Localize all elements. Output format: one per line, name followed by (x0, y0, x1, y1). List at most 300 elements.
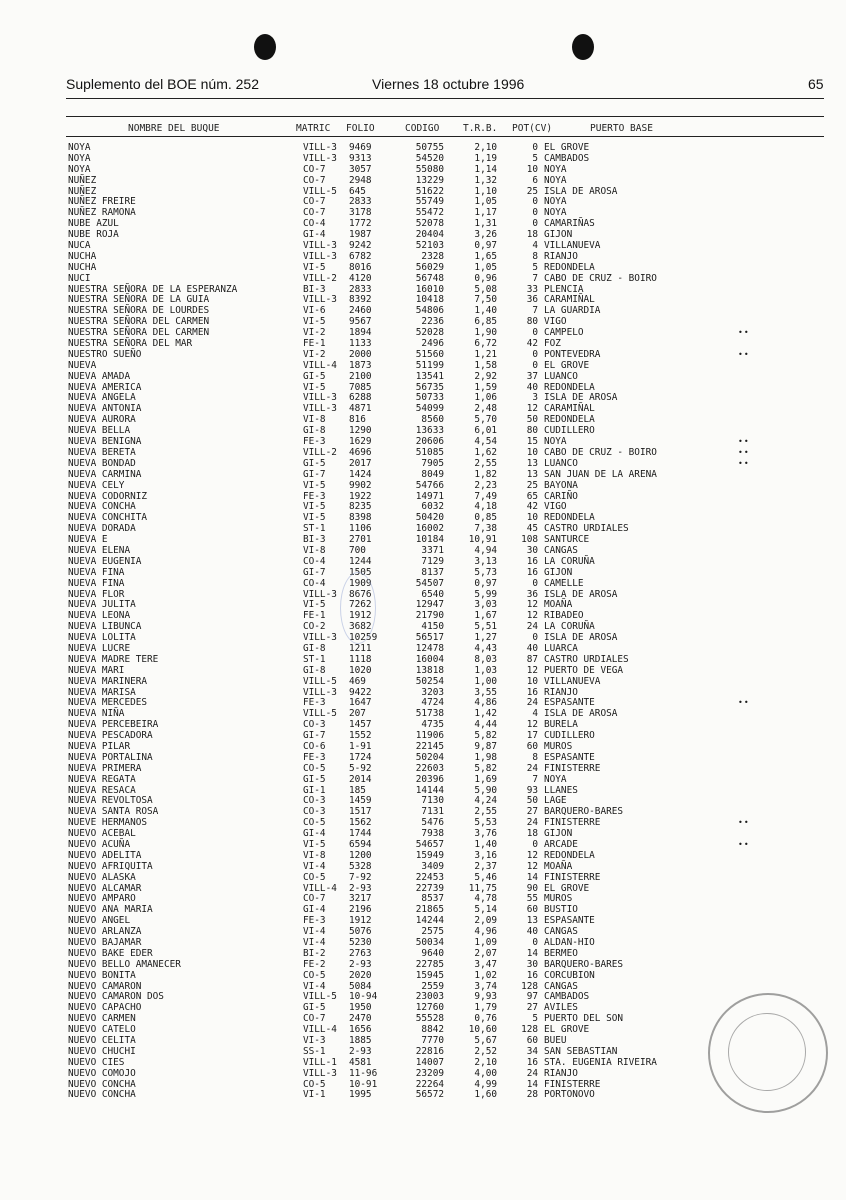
vessel-name: NUEVO CONCHA (68, 1089, 136, 1101)
vessel-folio: 2000 (349, 348, 372, 360)
vessel-trb: 3,47 (474, 958, 497, 970)
vessel-puerto: GIJON (544, 828, 573, 840)
vessel-name: NUEVA REGATA (68, 773, 136, 785)
vessel-trb: 1,27 (474, 632, 497, 644)
vessel-trb: 4,96 (474, 926, 497, 938)
vessel-puerto: NOYA (544, 196, 567, 208)
vessel-folio: 9902 (349, 479, 372, 491)
vessel-codigo: 20404 (415, 229, 444, 241)
vessel-trb: 1,65 (474, 250, 497, 262)
vessel-matric: FE-3 (303, 915, 326, 927)
vessel-folio: 1-91 (349, 740, 372, 752)
vessel-folio: 1020 (349, 664, 372, 676)
vessel-name: NUESTRA SEÑORA DE LA GUIA (68, 294, 210, 306)
vessel-puerto: REDONDELA (544, 381, 595, 393)
vessel-pot: 90 (526, 882, 538, 894)
vessel-pot: 12 (526, 610, 538, 622)
table-row (68, 590, 828, 601)
vessel-puerto: PLENCIA (544, 283, 584, 295)
vessel-folio: 3178 (349, 207, 372, 219)
vessel-folio: 1894 (349, 327, 372, 339)
vessel-folio: 9242 (349, 240, 372, 252)
vessel-puerto: GIJON (544, 566, 573, 578)
table-row (68, 415, 828, 426)
vessel-pot: 16 (526, 969, 538, 981)
vessel-name: NUEVA MARINERA (68, 675, 148, 687)
vessel-matric: GI-7 (303, 468, 326, 480)
table-row (68, 176, 828, 187)
vessel-pot: 0 (532, 839, 538, 850)
vessel-matric: VILL-3 (303, 240, 337, 252)
vessel-folio: 2763 (349, 947, 372, 959)
vessel-pot: 0 (532, 218, 538, 230)
vessel-folio: 11-96 (349, 1067, 378, 1079)
vessel-folio: 1647 (349, 697, 372, 709)
vessel-trb: 5,99 (474, 588, 497, 600)
vessel-name: NUEVA PILAR (68, 740, 131, 752)
table-row (68, 938, 828, 949)
vessel-matric: VI-5 (303, 381, 326, 393)
vessel-matric: GI-5 (303, 1002, 326, 1014)
vessel-name: NUEVA ANTONIA (68, 403, 142, 415)
vessel-codigo: 9640 (421, 947, 444, 959)
vessel-matric: FE-3 (303, 436, 326, 448)
vessel-puerto: BERMEO (544, 947, 578, 959)
vessel-name: NUEVO BONITA (68, 969, 136, 981)
vessel-matric: GI-7 (303, 566, 326, 578)
table-row (68, 1003, 828, 1014)
vessel-trb: 4,78 (474, 893, 497, 905)
vessel-trb: 1,05 (474, 261, 497, 273)
vessel-puerto: NOYA (544, 174, 567, 186)
vessel-codigo: 51560 (415, 348, 444, 360)
vessel-trb: 1,79 (474, 1002, 497, 1014)
vessel-puerto: EL GROVE (544, 1024, 590, 1036)
vessel-matric: VILL-3 (303, 1067, 337, 1079)
vessel-pot: 40 (526, 381, 538, 393)
vessel-name: NUEVA LEONA (68, 610, 131, 622)
vessel-trb: 5,14 (474, 904, 497, 916)
vessel-name: NUESTRA SEÑORA DE LA ESPERANZA (68, 283, 238, 295)
vessel-codigo: 8049 (421, 468, 444, 480)
vessel-codigo: 51199 (415, 359, 444, 371)
vessel-matric: GI-4 (303, 828, 326, 840)
table-row (68, 263, 828, 274)
vessel-trb: 1,14 (474, 163, 497, 175)
vessel-puerto: REDONDELA (544, 414, 595, 426)
vessel-folio: 2701 (349, 534, 372, 546)
vessel-pot: 13 (526, 468, 538, 480)
vessel-folio: 5076 (349, 926, 372, 938)
vessel-codigo: 2559 (421, 980, 444, 992)
vessel-pot: 16 (526, 555, 538, 567)
vessel-codigo: 16004 (415, 653, 444, 665)
vessel-matric: GI-8 (303, 425, 326, 437)
vessel-puerto: CAMBADOS (544, 991, 590, 1003)
vessel-puerto: VILLANUEVA (544, 240, 601, 252)
vessel-trb: 1,06 (474, 392, 497, 404)
vessel-folio: 3217 (349, 893, 372, 905)
vessel-folio: 1211 (349, 642, 372, 654)
vessel-name: NUEVO CAMARON (68, 980, 142, 992)
vessel-pot: 0 (532, 327, 538, 339)
vessel-puerto: REDONDELA (544, 512, 595, 524)
vessel-folio: 1873 (349, 359, 372, 371)
vessel-name: NUEVO AFRIQUITA (68, 860, 153, 872)
vessel-puerto: MUROS (544, 740, 573, 752)
vessel-matric: VILL-4 (303, 359, 337, 371)
table-row (68, 1080, 828, 1091)
vessel-codigo: 2496 (421, 338, 444, 350)
table-row (68, 807, 828, 818)
vessel-name: NUEVO CONCHA (68, 1078, 136, 1090)
vessel-pot: 50 (526, 795, 538, 807)
vessel-matric: GI-8 (303, 642, 326, 654)
vessel-matric: CO-7 (303, 196, 326, 208)
vessel-name: NUCA (68, 240, 91, 252)
vessel-puerto: RIANJO (544, 250, 578, 262)
vessel-folio: 1922 (349, 490, 372, 502)
table-row (68, 437, 828, 448)
table-row (68, 372, 828, 383)
vessel-trb: 2,07 (474, 947, 497, 959)
vessel-folio: 8016 (349, 261, 372, 273)
vessel-matric: VI-4 (303, 937, 326, 949)
table-row (68, 818, 828, 829)
vessel-name: NUEVA MERCEDES (68, 697, 148, 709)
vessel-mark: •• (738, 698, 750, 708)
vessel-matric: CO-5 (303, 871, 326, 883)
table-row (68, 753, 828, 764)
vessel-pot: 65 (526, 490, 538, 502)
official-seal-stamp (708, 993, 828, 1113)
vessel-codigo: 16002 (415, 523, 444, 535)
vessel-pot: 0 (532, 632, 538, 644)
vessel-name: NUEVA JULITA (68, 599, 136, 611)
vessel-matric: CO-6 (303, 740, 326, 752)
vessel-puerto: CAMPELO (544, 327, 584, 339)
vessel-trb: 3,76 (474, 828, 497, 840)
vessel-pot: 18 (526, 828, 538, 840)
vessel-puerto: LLANES (544, 784, 578, 796)
vessel-pot: 18 (526, 229, 538, 241)
vessel-puerto: CASTRO URDIALES (544, 523, 629, 535)
vessel-puerto: SAN SEBASTIAN (544, 1045, 618, 1057)
vessel-codigo: 55528 (415, 1013, 444, 1025)
vessel-pot: 34 (526, 1045, 538, 1057)
vessel-puerto: MUROS (544, 893, 573, 905)
vessel-folio: 2196 (349, 904, 372, 916)
vessel-puerto: CUDILLERO (544, 425, 595, 437)
vessel-codigo: 52028 (415, 327, 444, 339)
vessel-pot: 15 (526, 436, 538, 448)
vessel-pot: 7 (532, 305, 538, 317)
table-row (68, 187, 828, 198)
vessel-pot: 24 (526, 621, 538, 633)
col-nombre: NOMBRE DEL BUQUE (128, 123, 220, 134)
vessel-puerto: ISLA DE AROSA (544, 392, 618, 404)
vessel-trb: 4,86 (474, 697, 497, 709)
vessel-trb: 3,13 (474, 555, 497, 567)
vessel-name: NUEVO ALASKA (68, 871, 136, 883)
vessel-trb: 1,32 (474, 174, 497, 186)
vessel-name: NUEVA PRIMERA (68, 762, 142, 774)
vessel-pot: 40 (526, 642, 538, 654)
vessel-matric: CO-7 (303, 893, 326, 905)
vessel-puerto: CUDILLERO (544, 730, 595, 742)
vessel-folio: 1106 (349, 523, 372, 535)
vessel-folio: 1656 (349, 1024, 372, 1036)
vessel-pot: 17 (526, 730, 538, 742)
vessel-folio: 2-93 (349, 1045, 372, 1057)
table-row (68, 742, 828, 753)
table-row (68, 688, 828, 699)
vessel-name: NUEVO CAMARON DOS (68, 991, 164, 1003)
vessel-folio: 1995 (349, 1089, 372, 1101)
vessel-puerto: CARIÑO (544, 490, 578, 502)
vessel-name: NUEVA E (68, 534, 108, 546)
vessel-codigo: 22264 (415, 1078, 444, 1090)
vessel-folio: 1912 (349, 915, 372, 927)
vessel-name: NUÑEZ FREIRE (68, 196, 136, 208)
vessel-puerto: BUSTIO (544, 904, 578, 916)
vessel-folio: 2460 (349, 305, 372, 317)
vessel-matric: CO-5 (303, 1078, 326, 1090)
vessel-name: NUEVA BENIGNA (68, 436, 142, 448)
vessel-codigo: 10418 (415, 294, 444, 306)
vessel-name: NUEVO BAKE EDER (68, 947, 153, 959)
vessel-pot: 108 (521, 534, 538, 546)
vessel-matric: CO-3 (303, 806, 326, 818)
vessel-pot: 27 (526, 1002, 538, 1014)
vessel-codigo: 6032 (421, 501, 444, 513)
vessel-matric: CO-5 (303, 762, 326, 774)
vessel-trb: 2,10 (474, 1056, 497, 1068)
vessel-codigo: 7938 (421, 828, 444, 840)
table-row (68, 851, 828, 862)
vessel-folio: 10-94 (349, 991, 378, 1003)
vessel-folio: 4120 (349, 272, 372, 284)
vessel-matric: VI-5 (303, 839, 326, 850)
vessel-pot: 24 (526, 1067, 538, 1079)
vessel-codigo: 7905 (421, 457, 444, 469)
vessel-codigo: 22603 (415, 762, 444, 774)
vessel-folio: 5-92 (349, 762, 372, 774)
vessel-pot: 6 (532, 174, 538, 186)
vessel-pot: 60 (526, 740, 538, 752)
vessel-puerto: CAMARIÑAS (544, 218, 595, 230)
vessel-pot: 80 (526, 316, 538, 328)
table-row (68, 557, 828, 568)
vessel-name: NUEVA LIBUNCA (68, 621, 142, 633)
vessel-trb: 0,85 (474, 512, 497, 524)
vessel-name: NUÑEZ RAMONA (68, 207, 136, 219)
vessel-codigo: 10184 (415, 534, 444, 546)
vessel-pot: 36 (526, 294, 538, 306)
vessel-folio: 7085 (349, 381, 372, 393)
vessel-name: NUEVA PORTALINA (68, 751, 153, 763)
vessel-codigo: 3203 (421, 686, 444, 698)
vessel-pot: 25 (526, 185, 538, 197)
vessel-folio: 1629 (349, 436, 372, 448)
table-row (68, 448, 828, 459)
vessel-matric: VI-5 (303, 501, 326, 513)
vessel-pot: 60 (526, 1035, 538, 1047)
header-date: Viernes 18 octubre 1996 (372, 76, 525, 92)
vessel-trb: 5,46 (474, 871, 497, 883)
vessel-folio: 1133 (349, 338, 372, 350)
vessel-name: NUEVA EUGENIA (68, 555, 142, 567)
vessel-trb: 1,19 (474, 152, 497, 164)
vessel-name: NOYA (68, 142, 91, 153)
table-row (68, 992, 828, 1003)
vessel-matric: VI-4 (303, 980, 326, 992)
vessel-folio: 1909 (349, 577, 372, 589)
vessel-folio: 1950 (349, 1002, 372, 1014)
vessel-trb: 1,09 (474, 937, 497, 949)
vessel-folio: 2100 (349, 370, 372, 382)
vessel-codigo: 23209 (415, 1067, 444, 1079)
table-row (68, 709, 828, 720)
vessel-trb: 4,00 (474, 1067, 497, 1079)
vessel-pot: 14 (526, 947, 538, 959)
vessel-matric: VI-5 (303, 512, 326, 524)
table-row (68, 546, 828, 557)
vessel-pot: 24 (526, 762, 538, 774)
vessel-trb: 11,75 (468, 882, 497, 894)
vessel-codigo: 3409 (421, 860, 444, 872)
table-top-rule (66, 116, 824, 117)
vessel-trb: 2,09 (474, 915, 497, 927)
vessel-name: NUEVA ANGELA (68, 392, 136, 404)
vessel-matric: GI-5 (303, 773, 326, 785)
vessel-puerto: CABO DE CRUZ - BOIRO (544, 272, 657, 284)
vessel-puerto: LA GUARDIA (544, 305, 601, 317)
vessel-codigo: 4735 (421, 719, 444, 731)
vessel-matric: CO-4 (303, 555, 326, 567)
vessel-folio: 9469 (349, 142, 372, 153)
vessel-name: NUEVA NIÑA (68, 708, 125, 720)
vessel-pot: 16 (526, 566, 538, 578)
vessel-codigo: 21790 (415, 610, 444, 622)
vessel-pot: 8 (532, 751, 538, 763)
vessel-trb: 0,96 (474, 272, 497, 284)
vessel-codigo: 2328 (421, 250, 444, 262)
vessel-pot: 128 (521, 1024, 538, 1036)
vessel-matric: FE-3 (303, 751, 326, 763)
vessel-matric: VILL-4 (303, 882, 337, 894)
vessel-matric: VILL-3 (303, 294, 337, 306)
vessel-codigo: 51085 (415, 446, 444, 458)
vessel-trb: 4,44 (474, 719, 497, 731)
vessel-puerto: RIANJO (544, 686, 578, 698)
vessel-pot: 0 (532, 937, 538, 949)
vessel-pot: 12 (526, 860, 538, 872)
vessel-pot: 27 (526, 806, 538, 818)
table-row (68, 361, 828, 372)
vessel-codigo: 14144 (415, 784, 444, 796)
vessel-codigo: 55472 (415, 207, 444, 219)
vessel-folio: 4581 (349, 1056, 372, 1068)
vessel-name: NUEVO AMPARO (68, 893, 136, 905)
vessel-pot: 3 (532, 392, 538, 404)
vessel-puerto: STA. EUGENIA RIVEIRA (544, 1056, 657, 1068)
vessel-codigo: 7130 (421, 795, 444, 807)
vessel-matric: FE-1 (303, 338, 326, 350)
vessel-folio: 816 (349, 414, 366, 426)
vessel-trb: 0,97 (474, 240, 497, 252)
vessel-matric: VI-5 (303, 316, 326, 328)
vessel-name: NUEVO CELITA (68, 1035, 136, 1047)
vessel-puerto: LUANCO (544, 457, 578, 469)
vessel-trb: 0,76 (474, 1013, 497, 1025)
vessel-trb: 2,48 (474, 403, 497, 415)
vessel-puerto: PORTONOVO (544, 1089, 595, 1101)
vessel-puerto: FINISTERRE (544, 1078, 601, 1090)
vessel-mark: •• (738, 349, 750, 359)
vessel-codigo: 13229 (415, 174, 444, 186)
vessel-codigo: 8560 (421, 414, 444, 426)
table-row (68, 350, 828, 361)
vessel-matric: SS-1 (303, 1045, 326, 1057)
vessel-pot: 13 (526, 915, 538, 927)
vessel-puerto: CABO DE CRUZ - BOIRO (544, 446, 657, 458)
vessel-folio: 6594 (349, 839, 372, 850)
vessel-matric: VILL-5 (303, 991, 337, 1003)
vessel-trb: 10,91 (468, 534, 497, 546)
table-row (68, 666, 828, 677)
vessel-name: NOYA (68, 163, 91, 175)
vessel-name: NUEVA CARMINA (68, 468, 142, 480)
vessel-trb: 1,90 (474, 327, 497, 339)
col-codigo: CODIGO (405, 123, 440, 134)
vessel-trb: 1,40 (474, 305, 497, 317)
vessel-puerto: BAYONA (544, 479, 578, 491)
vessel-pot: 0 (532, 207, 538, 219)
vessel-name: NUBE ROJA (68, 229, 119, 241)
vessel-pot: 93 (526, 784, 538, 796)
vessel-folio: 1424 (349, 468, 372, 480)
vessel-pot: 0 (532, 577, 538, 589)
vessel-trb: 3,74 (474, 980, 497, 992)
vessel-name: NUEVO CATELO (68, 1024, 136, 1036)
vessel-name: NUEVA SANTA ROSA (68, 806, 159, 818)
vessel-matric: CO-5 (303, 969, 326, 981)
vessel-name: NUEVA CONCHA (68, 501, 136, 513)
vessel-matric: VI-5 (303, 479, 326, 491)
vessel-puerto: FINISTERRE (544, 817, 601, 829)
vessel-pot: 10 (526, 675, 538, 687)
punch-hole (254, 34, 276, 60)
vessel-matric: GI-1 (303, 784, 326, 796)
vessel-table (68, 143, 828, 1101)
vessel-name: NUEVO CAPACHO (68, 1002, 142, 1014)
vessel-matric: VI-4 (303, 926, 326, 938)
table-row (68, 143, 828, 154)
vessel-codigo: 50254 (415, 675, 444, 687)
vessel-codigo: 22739 (415, 882, 444, 894)
table-row (68, 644, 828, 655)
vessel-matric: VILL-4 (303, 1024, 337, 1036)
vessel-name: NUEVE HERMANOS (68, 817, 148, 829)
vessel-matric: VILL-3 (303, 152, 337, 164)
vessel-matric: VI-5 (303, 599, 326, 611)
vessel-folio: 8392 (349, 294, 372, 306)
vessel-trb: 4,99 (474, 1078, 497, 1090)
table-row (68, 873, 828, 884)
vessel-name: NUEVA PERCEBEIRA (68, 719, 159, 731)
vessel-matric: VILL-3 (303, 142, 337, 153)
